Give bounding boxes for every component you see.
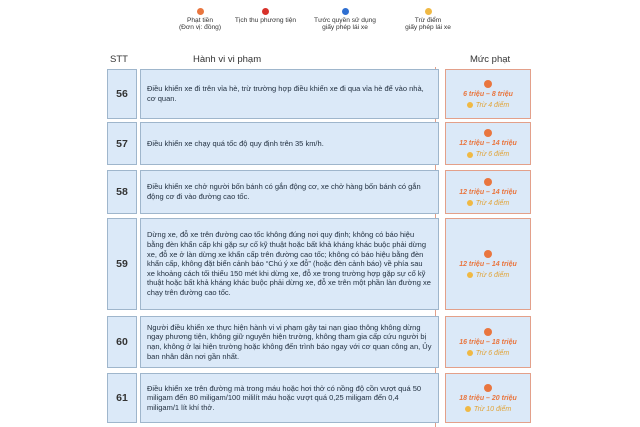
violation-description: Người điều khiển xe thực hiện hành vi vi phạm gây tai nạn giao thông không dừng ngay phương tiện, không giữ nguyên hiện trường, không tham gia cấp cứu người bị nạn, không ở lại hiện trường hoặc không đến trình báo ngay với cơ quan công an, Ủy ban nhân dân nơi gần nhất. xyxy=(140,316,439,368)
legend-item-license-revocation: Tước quyền sử dụng giấy phép lái xe xyxy=(305,8,385,31)
violation-description: Điều khiển xe đi trên vỉa hè, trừ trường hợp điều khiển xe đi qua vỉa hè để vào nhà, cơ quan. xyxy=(140,69,439,119)
confiscation-dot-icon xyxy=(262,8,269,15)
point-deduction: Trừ 6 điểm xyxy=(467,272,509,279)
header-stt: STT xyxy=(110,54,128,65)
fine-amount: 16 triệu – 18 triệu xyxy=(459,338,517,346)
legend xyxy=(170,8,470,44)
legend-item-fine: Phạt tiền (Đơn vị: đồng) xyxy=(170,8,230,31)
fine-amount: 18 triệu – 20 triệu xyxy=(459,394,517,402)
penalty-cell xyxy=(445,373,531,423)
legend-item-confiscation: Tịch thu phương tiện xyxy=(228,8,303,24)
fine-dot-icon xyxy=(484,250,492,258)
points-dot-icon xyxy=(467,102,473,108)
penalty-cell xyxy=(445,122,531,165)
table-row xyxy=(107,122,531,165)
points-dot-icon xyxy=(467,272,473,278)
point-deduction: Trừ 10 điểm xyxy=(465,406,511,413)
point-deduction: Trừ 6 điểm xyxy=(467,151,509,158)
row-number: 61 xyxy=(107,373,137,423)
row-number: 58 xyxy=(107,170,137,214)
table-row xyxy=(107,218,531,310)
fine-dot-icon xyxy=(197,8,204,15)
fine-amount: 12 triệu – 14 triệu xyxy=(459,140,517,147)
header-penalty: Mức phạt xyxy=(470,54,511,65)
points-dot-icon xyxy=(467,200,473,206)
row-number: 59 xyxy=(107,218,137,310)
violation-description: Điều khiển xe trên đường mà trong máu hoặc hơi thở có nồng độ cồn vượt quá 50 miligam đến 80 miligam/100 mililít máu hoặc vượt quá 0,25 miligam đến 0,4 miligam/1 lít khí thở. xyxy=(140,373,439,423)
fine-amount: 12 triệu – 14 triệu xyxy=(459,260,517,268)
row-number: 57 xyxy=(107,122,137,165)
fine-dot-icon xyxy=(484,384,492,392)
points-dot-icon xyxy=(465,406,471,412)
fine-dot-icon xyxy=(484,178,492,186)
points-dot-icon xyxy=(467,152,473,158)
violation-description: Dừng xe, đỗ xe trên đường cao tốc không đúng nơi quy định; không có báo hiệu bằng đèn khẩn cấp khi gặp sự cố kỹ thuật hoặc bất khả kháng khác buộc phải dừng xe, đỗ xe ở làn dừng xe khẩn cấp trên đường cao tốc; không có báo hiệu bằng đèn khẩn cấp, không đặt biển cảnh báo “Chú ý xe đỗ” (hoặc đèn cảnh báo) về phía sau xe khoảng cách tối thiểu 150 mét khi dừng xe, đỗ xe trong trường hợp gặp sự cố kỹ thuật hoặc bất khả kháng khác buộc phải dừng xe, đỗ xe trên một phần làn đường xe chạy trên đường cao tốc. xyxy=(140,218,439,310)
penalty-cell xyxy=(445,218,531,310)
table-row xyxy=(107,373,531,423)
row-number: 60 xyxy=(107,316,137,368)
point-deduction: Trừ 4 điểm xyxy=(467,102,509,109)
revocation-dot-icon xyxy=(342,8,349,15)
fine-amount: 6 triệu – 8 triệu xyxy=(463,90,513,98)
fine-dot-icon xyxy=(484,328,492,336)
legend-item-point-deduction: Trừ điểm giấy phép lái xe xyxy=(388,8,468,31)
points-dot-icon xyxy=(425,8,432,15)
fine-dot-icon xyxy=(484,80,492,88)
point-deduction: Trừ 6 điểm xyxy=(467,350,509,357)
fine-dot-icon xyxy=(484,129,492,137)
header-behavior: Hành vi vi phạm xyxy=(193,54,262,65)
table-row xyxy=(107,69,531,119)
violation-description: Điều khiển xe chạy quá tốc độ quy định trên 35 km/h. xyxy=(140,122,439,165)
table-row xyxy=(107,316,531,368)
penalty-cell xyxy=(445,69,531,119)
penalty-cell xyxy=(445,170,531,214)
point-deduction: Trừ 4 điểm xyxy=(467,200,509,207)
penalty-cell xyxy=(445,316,531,368)
points-dot-icon xyxy=(467,350,473,356)
row-number: 56 xyxy=(107,69,137,119)
table-row xyxy=(107,170,531,214)
fine-amount: 12 triệu – 14 triệu xyxy=(459,188,517,196)
violation-description: Điều khiển xe chở người bốn bánh có gắn động cơ, xe chở hàng bốn bánh có gắn động cơ đi vào đường cao tốc. xyxy=(140,170,439,214)
